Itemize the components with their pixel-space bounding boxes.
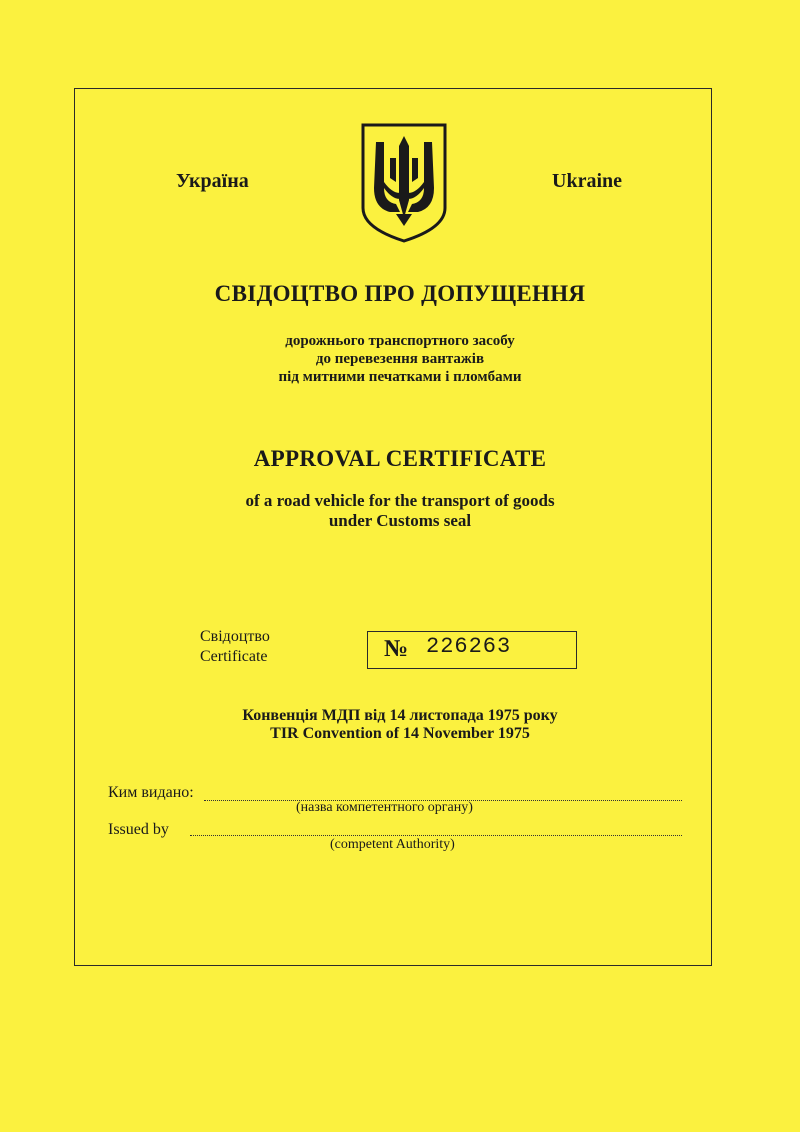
convention-en: TIR Convention of 14 November 1975	[270, 725, 530, 742]
certificate-number-box	[367, 631, 577, 669]
subtitle-en-line-1: of a road vehicle for the transport of goods	[245, 491, 555, 510]
title-english: APPROVAL CERTIFICATE	[253, 446, 547, 471]
subtitle-ua-line-1: дорожнього транспортного засобу	[285, 333, 515, 349]
convention-ua: Конвенція МДП від 14 листопада 1975 року	[242, 707, 558, 724]
certificate-label-en: Certificate	[200, 648, 268, 665]
certificate-label-ua: Свідоцтво	[200, 628, 270, 645]
issued-by-hint-en: (competent Authority)	[330, 837, 455, 852]
certificate-number: 226263	[426, 634, 512, 659]
issued-by-hint-ua: (назва компетентного органу)	[296, 800, 473, 815]
subtitle-ua-line-3: під митними печатками і пломбами	[278, 369, 522, 385]
issued-by-line-en	[190, 835, 682, 836]
country-name-en: Ukraine	[552, 170, 622, 192]
trident-coat-of-arms-icon	[360, 122, 448, 244]
title-ukrainian: СВІДОЦТВО ПРО ДОПУЩЕННЯ	[214, 281, 586, 306]
issued-by-label-ua: Ким видано:	[108, 784, 194, 801]
number-sign: №	[384, 636, 409, 662]
subtitle-ua-line-2: до перевезення вантажів	[315, 351, 485, 367]
issued-by-label-en: Issued by	[108, 821, 169, 838]
subtitle-en-line-2: under Customs seal	[328, 511, 472, 530]
country-name-ua: Україна	[176, 170, 249, 192]
